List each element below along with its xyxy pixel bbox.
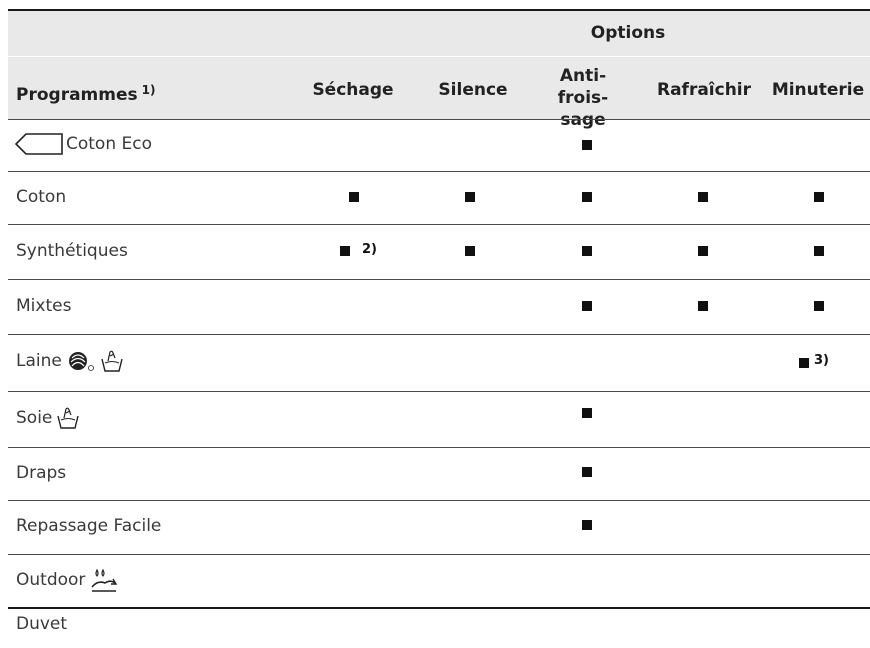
table-row-soie: [8, 392, 870, 448]
mark-mixtes-minuterie: [814, 301, 824, 311]
row-label-duvet: Duvet: [16, 614, 68, 634]
footnote-2: 2): [362, 242, 377, 257]
table-row-duvet: [8, 609, 870, 639]
row-label-laine: [16, 349, 124, 373]
table-row-coton: [8, 172, 870, 225]
table-header-group: [8, 9, 870, 56]
options-group-heading: Options: [590, 23, 666, 43]
column-sechage: Séchage: [312, 80, 394, 100]
outdoor-refresh-icon: [89, 567, 119, 593]
mark-synthetiques-sechage: [340, 246, 350, 256]
table-row-laine: [8, 335, 870, 392]
programmes-options-table: [8, 9, 870, 639]
column-anti-froissage-line1: Anti-frois-: [557, 66, 609, 108]
row-label-coton-eco: [14, 132, 152, 156]
mark-mixtes-anti-froissage: [582, 301, 592, 311]
mark-synthetiques-rafraichir: [698, 246, 708, 256]
programmes-footnote: 1): [141, 83, 156, 97]
row-label-synthetiques: Synthétiques: [16, 241, 128, 261]
row-label-text: Soie: [16, 408, 53, 428]
mark-coton-rafraichir: [698, 192, 708, 202]
mark-draps-anti-froissage: [582, 467, 592, 477]
programmes-heading: [16, 79, 155, 106]
mark-synthetiques-minuterie: [814, 246, 824, 256]
handwash-icon: [56, 406, 80, 430]
table-row-repassage-facile: [8, 501, 870, 555]
row-label-coton: Coton: [16, 187, 67, 207]
mark-repassage-facile-anti-froissage: [582, 520, 592, 530]
handwash-icon: [100, 349, 124, 373]
column-rafraichir: Rafraîchir: [656, 80, 752, 100]
row-label-repassage-facile: Repassage Facile: [16, 516, 162, 536]
table-row-draps: [8, 448, 870, 501]
row-label-mixtes: Mixtes: [16, 296, 72, 316]
mark-synthetiques-silence: [465, 246, 475, 256]
table-header-columns: [8, 56, 870, 130]
mark-mixtes-rafraichir: [698, 301, 708, 311]
mark-coton-eco-anti-froissage: [582, 140, 592, 150]
programmes-label: Programmes: [16, 85, 138, 105]
row-label-text: Laine: [16, 351, 62, 371]
mark-laine-minuterie: [799, 358, 809, 368]
table-row-outdoor: [8, 555, 870, 609]
table-row-coton-eco: [8, 119, 870, 172]
mark-coton-silence: [465, 192, 475, 202]
row-label-outdoor: [16, 567, 119, 593]
footnote-3: 3): [814, 353, 829, 368]
mark-soie-anti-froissage: [582, 408, 592, 418]
mark-synthetiques-anti-froissage: [582, 246, 592, 256]
mark-coton-sechage: [349, 192, 359, 202]
column-silence: Silence: [438, 80, 508, 100]
row-label-text: Outdoor: [16, 570, 86, 590]
row-label-draps: Draps: [16, 463, 67, 483]
mark-coton-minuterie: [814, 192, 824, 202]
wool-mark-icon: [66, 349, 96, 373]
table-row-mixtes: [8, 280, 870, 335]
row-label-soie: [16, 406, 80, 430]
row-label-text: Coton Eco: [66, 134, 153, 154]
column-anti-froissage-line2: sage: [560, 110, 606, 130]
mark-coton-anti-froissage: [582, 192, 592, 202]
eco-tag-icon: [14, 132, 64, 156]
table-row-synthetiques: [8, 225, 870, 280]
column-minuterie: Minuterie: [771, 80, 865, 100]
